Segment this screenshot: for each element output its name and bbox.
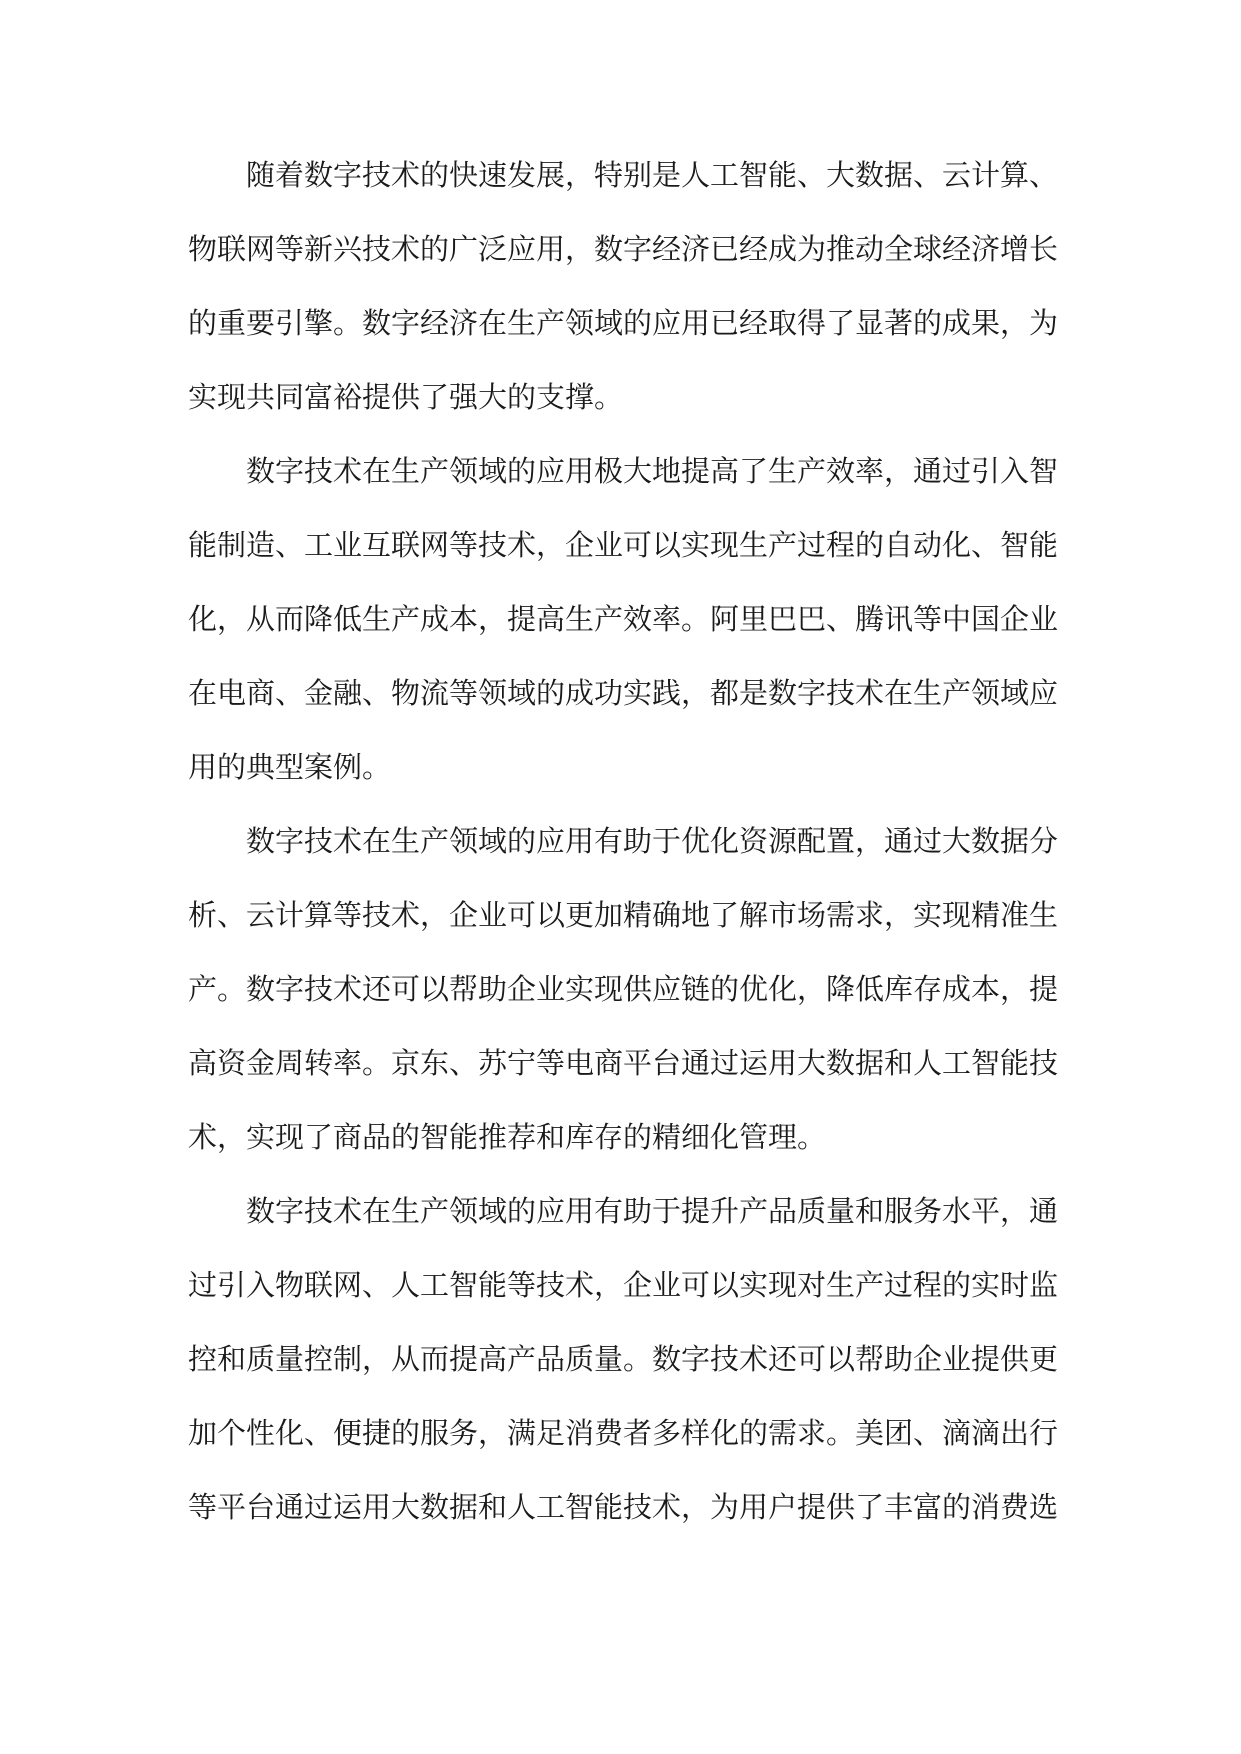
document-body xyxy=(188,138,1058,1544)
paragraph-3: 数字技术在生产领域的应用有助于优化资源配置，通过大数据分析、云计算等技术，企业可以更加精确地了解市场需求，实现精准生产。数字技术还可以帮助企业实现供应链的优化，降低库存成本，提高资金周转率。京东、苏宁等电商平台通过运用大数据和人工智能技术，实现了商品的智能推荐和库存的精细化管理。 xyxy=(188,824,1059,1154)
paragraph-4: 数字技术在生产领域的应用有助于提升产品质量和服务水平，通过引入物联网、人工智能等技术，企业可以实现对生产过程的实时监控和质量控制，从而提高产品质量。数字技术还可以帮助企业提供更加个性化、便捷的服务，满足消费者多样化的需求。美团、滴滴出行等平台通过运用大数据和人工智能技术，为用户提供了丰富的消费选 xyxy=(188,1194,1059,1524)
paragraph-1: 随着数字技术的快速发展，特别是人工智能、大数据、云计算、物联网等新兴技术的广泛应用，数字经济已经成为推动全球经济增长的重要引擎。数字经济在生产领域的应用已经取得了显著的成果，为实现共同富裕提供了强大的支撑。 xyxy=(188,158,1059,414)
paragraph-2: 数字技术在生产领域的应用极大地提高了生产效率，通过引入智能制造、工业互联网等技术，企业可以实现生产过程的自动化、智能化，从而降低生产成本，提高生产效率。阿里巴巴、腾讯等中国企业在电商、金融、物流等领域的成功实践，都是数字技术在生产领域应用的典型案例。 xyxy=(188,454,1059,784)
